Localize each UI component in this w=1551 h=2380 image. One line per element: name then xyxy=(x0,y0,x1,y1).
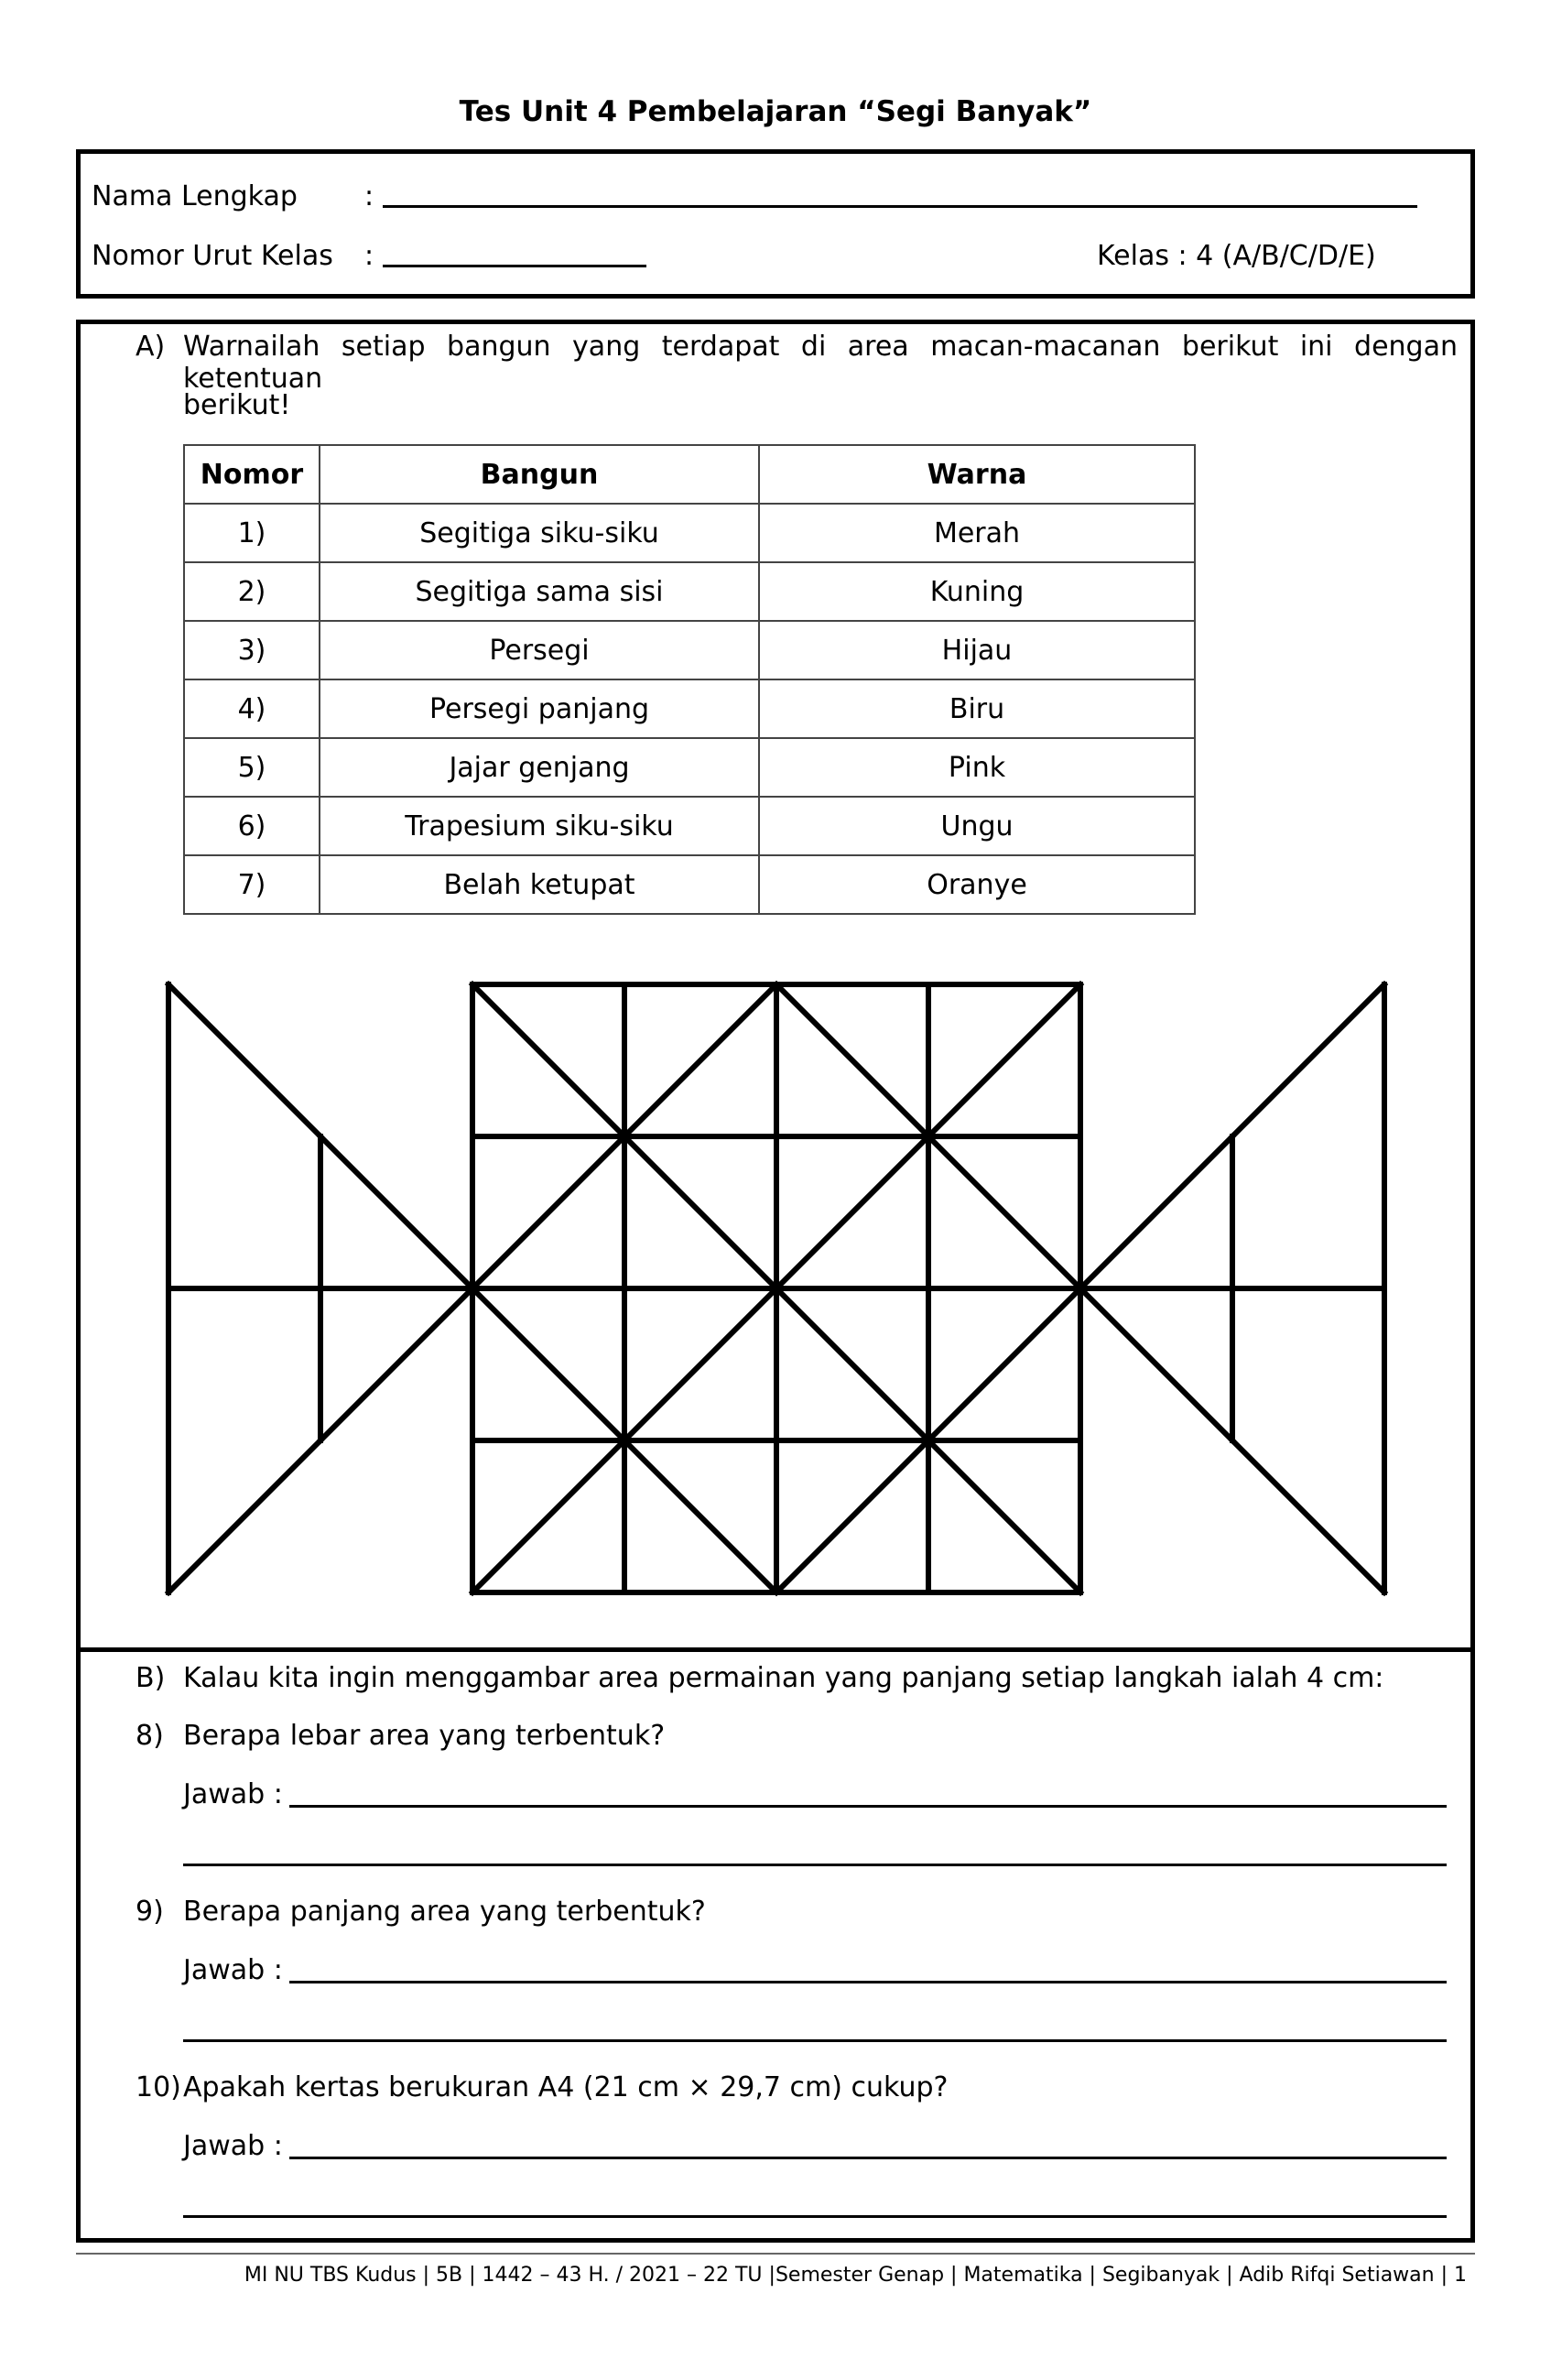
cell-shape: Trapesium siku-siku xyxy=(320,797,759,855)
cell-shape: Persegi xyxy=(320,621,759,679)
left-wing-edge xyxy=(320,1288,472,1440)
cell-number: 7) xyxy=(184,855,320,914)
right-wing-edge xyxy=(1232,984,1384,1136)
answer-8-line-2[interactable] xyxy=(183,1864,1447,1866)
cell-color: Merah xyxy=(759,504,1195,562)
question-9-number: 9) xyxy=(136,1896,164,1928)
cell-number: 4) xyxy=(184,679,320,738)
section-a-instruction-2: berikut! xyxy=(183,389,291,421)
cell-color: Ungu xyxy=(759,797,1195,855)
cell-number: 5) xyxy=(184,738,320,797)
answer-label: Jawab : xyxy=(183,2130,283,2162)
question-10-text: Apakah kertas berukuran A4 (21 cm × 29,7 cm) cukup? xyxy=(183,2071,949,2103)
class-number-label: Nomor Urut Kelas xyxy=(92,240,333,272)
answer-label: Jawab : xyxy=(183,1954,283,1986)
cell-color: Pink xyxy=(759,738,1195,797)
cell-color: Hijau xyxy=(759,621,1195,679)
cell-shape: Segitiga siku-siku xyxy=(320,504,759,562)
left-wing-edge xyxy=(320,1136,472,1288)
question-10-number: 10) xyxy=(136,2071,181,2103)
page-title: Tes Unit 4 Pembelajaran “Segi Banyak” xyxy=(459,95,1092,128)
class-number-colon: : xyxy=(364,240,374,272)
header-bangun: Bangun xyxy=(320,445,759,504)
section-b-intro: Kalau kita ingin menggambar area permainan yang panjang setiap langkah ialah 4 cm: xyxy=(183,1662,1384,1694)
answer-8-line-1[interactable] xyxy=(289,1805,1447,1808)
cell-color: Biru xyxy=(759,679,1195,738)
cell-shape: Segitiga sama sisi xyxy=(320,562,759,621)
right-wing-edge xyxy=(1080,1288,1232,1440)
answer-9-line-1[interactable] xyxy=(289,1981,1447,1983)
cell-shape: Persegi panjang xyxy=(320,679,759,738)
right-wing-edge xyxy=(1232,1440,1384,1592)
section-a-instruction: Warnailah setiap bangun yang terdapat di area macan-macanan berikut ini dengan ketentuan xyxy=(183,331,1458,395)
cell-number: 6) xyxy=(184,797,320,855)
answer-10-line-1[interactable] xyxy=(289,2157,1447,2159)
cell-color: Kuning xyxy=(759,562,1195,621)
answer-label: Jawab : xyxy=(183,1778,283,1810)
question-8-text: Berapa lebar area yang terbentuk? xyxy=(183,1720,666,1752)
cell-shape: Jajar genjang xyxy=(320,738,759,797)
cell-number: 3) xyxy=(184,621,320,679)
right-wing-edge xyxy=(1080,1136,1232,1288)
section-a-marker: A) xyxy=(136,331,166,363)
name-label: Nama Lengkap xyxy=(92,180,298,212)
cell-number: 2) xyxy=(184,562,320,621)
question-8-number: 8) xyxy=(136,1720,164,1752)
section-b-marker: B) xyxy=(136,1662,166,1694)
cell-color: Oranye xyxy=(759,855,1195,914)
header-warna: Warna xyxy=(759,445,1195,504)
cell-shape: Belah ketupat xyxy=(320,855,759,914)
footer-text: MI NU TBS Kudus | 5B | 1442 – 43 H. / 2021 – 22 TU |Semester Genap | Matematika | Segibanyak | Adib Rifqi Setiawan | 1 xyxy=(244,2264,1467,2287)
header-nomor: Nomor xyxy=(184,445,320,504)
answer-10-line-2[interactable] xyxy=(183,2215,1447,2218)
question-9-text: Berapa panjang area yang terbentuk? xyxy=(183,1896,706,1928)
footer-divider xyxy=(76,2253,1475,2255)
name-colon: : xyxy=(364,180,374,212)
left-wing-edge xyxy=(168,984,320,1136)
answer-9-line-2[interactable] xyxy=(183,2039,1447,2042)
class-label: Kelas : 4 (A/B/C/D/E) xyxy=(1097,240,1376,272)
cell-number: 1) xyxy=(184,504,320,562)
left-wing-edge xyxy=(168,1440,320,1592)
